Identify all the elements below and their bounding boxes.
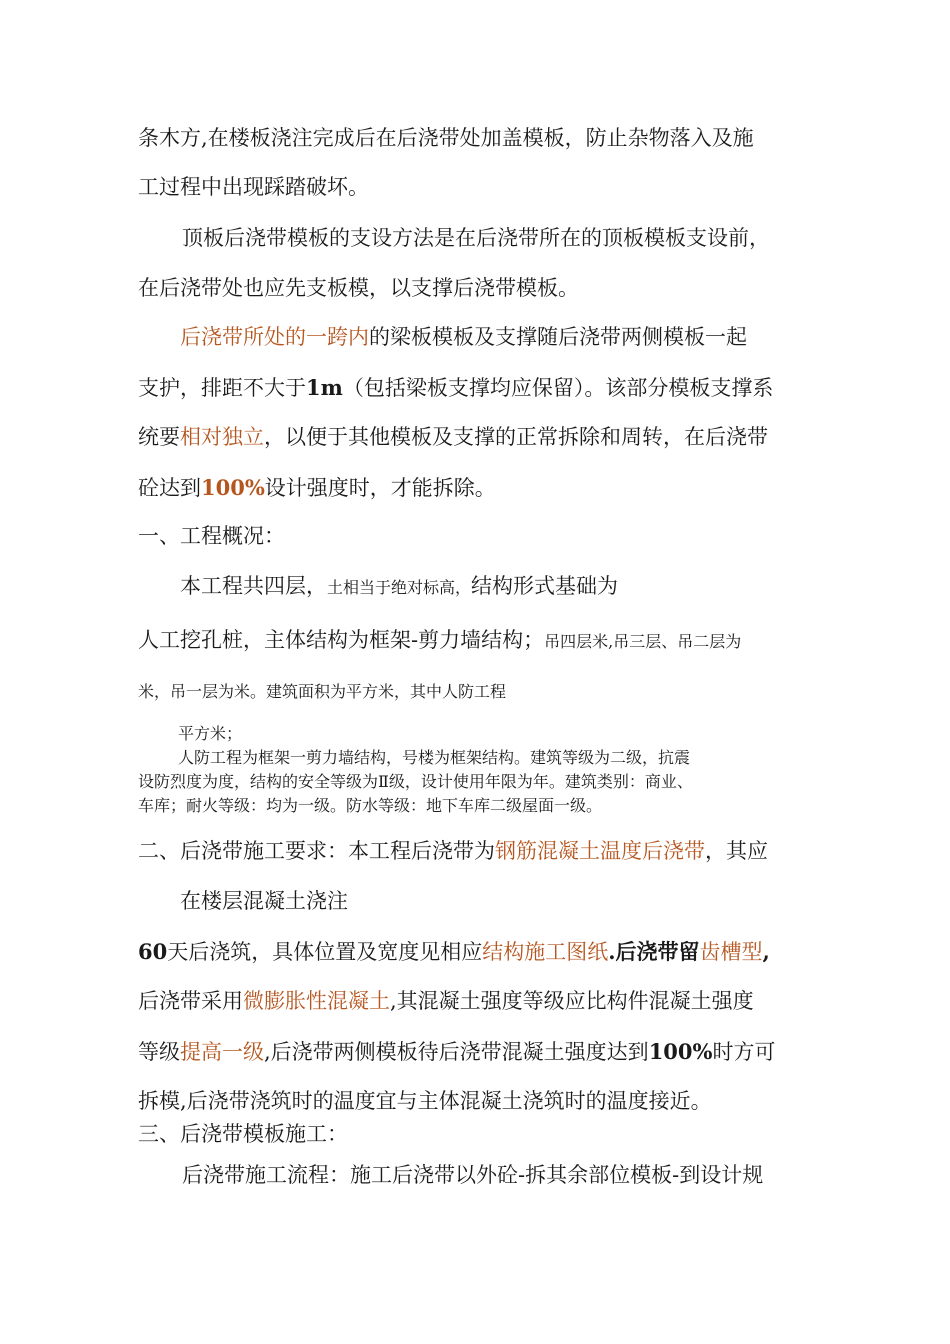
body-text: ,后浇带两侧模板待后浇带混凝土强度达到 <box>264 1040 649 1064</box>
body-text: 人工挖孔桩，主体结构为框架-剪力墙结构； <box>138 628 545 652</box>
highlight-text: 提高一级 <box>180 1040 264 1064</box>
section-1-line-5: 人防工程为框架一剪力墙结构，号楼为框架结构。建筑等级为二级，抗震 <box>178 748 691 767</box>
body-text: （包括梁板支撑均应保留）。该部分模板支撑系 <box>342 376 774 400</box>
paragraph-3-line-2 <box>138 377 773 399</box>
section-2-line-5 <box>138 1041 775 1063</box>
body-text: , <box>762 939 770 964</box>
paragraph-1-line-1: 条木方,在楼板浇注完成后在后浇带处加盖模板，防止杂物落入及施 <box>138 126 754 150</box>
highlight-text: 结构施工图纸 <box>482 940 609 964</box>
body-text: .后浇带留 <box>608 939 700 964</box>
paragraph-3-line-4 <box>138 477 496 499</box>
section-1-line-7: 车库；耐火等级：均为一级。防水等级：地下车库二级屋面一级。 <box>138 796 603 815</box>
paragraph-3-line-3 <box>138 427 768 448</box>
section-3-line-1: 后浇带施工流程：施工后浇带以外砼-拆其余部位模板-到设计规 <box>182 1163 764 1187</box>
body-text: 砼达到 <box>138 476 201 500</box>
body-text: 支护，排距不大于 <box>138 376 306 400</box>
body-text-small: 土相当于绝对标高， <box>327 578 472 597</box>
value-text: 60 <box>138 939 168 964</box>
section-2-line-6: 拆模,后浇带浇筑时的温度宜与主体混凝土浇筑时的温度接近。 <box>138 1089 712 1113</box>
highlight-text: 钢筋混凝土温度后浇带 <box>495 839 705 863</box>
body-text: 统要 <box>138 425 180 449</box>
body-text: 结构形式基础为 <box>471 574 619 598</box>
paragraph-2-line-1: 顶板后浇带模板的支设方法是在后浇带所在的顶板模板支设前， <box>182 226 770 250</box>
body-text: 的梁板模板及支撑随后浇带两侧模板一起 <box>369 325 747 349</box>
highlight-value: 100% <box>201 475 265 500</box>
body-text: 二、后浇带施工要求：本工程后浇带为 <box>138 839 495 863</box>
section-1-line-1 <box>180 576 618 597</box>
paragraph-1-line-2: 工过程中出现踩踏破坏。 <box>138 175 369 199</box>
value-text: 1m <box>306 375 343 400</box>
paragraph-2-line-2: 在后浇带处也应先支板模，以支撑后浇带模板。 <box>138 276 579 300</box>
body-text: 后浇带采用 <box>138 989 243 1013</box>
section-1-line-4: 平方米； <box>178 724 243 743</box>
section-1-heading: 一、工程概况： <box>138 524 285 548</box>
paragraph-3-line-1 <box>180 327 747 348</box>
highlight-text: 齿槽型 <box>699 940 763 964</box>
body-text: 本工程共四层， <box>180 574 327 598</box>
section-1-line-2 <box>138 630 741 651</box>
section-3-heading: 三、后浇带模板施工： <box>138 1122 348 1146</box>
section-2-line-3 <box>138 941 770 963</box>
body-text: 设计强度时，才能拆除。 <box>264 476 496 500</box>
body-text: ，以便于其他模板及支撑的正常拆除和周转，在后浇带 <box>264 425 768 449</box>
highlight-text: 相对独立 <box>180 425 264 449</box>
section-1-line-6: 设防烈度为度，结构的安全等级为Ⅱ级，设计使用年限为年。建筑类别：商业、 <box>138 772 693 791</box>
body-text: 天后浇筑，具体位置及宽度见相应 <box>167 940 483 964</box>
body-text: ，其应 <box>705 839 768 863</box>
section-2-line-4 <box>138 991 754 1012</box>
value-text: 100% <box>648 1039 713 1064</box>
body-text-small: 吊四层米,吊三层、吊二层为 <box>544 632 742 651</box>
body-text: 时方可 <box>712 1040 776 1064</box>
highlight-text: 微膨胀性混凝土 <box>243 989 390 1013</box>
body-text: 等级 <box>138 1040 180 1064</box>
section-2-line-2: 在楼层混凝土浇注 <box>180 889 348 913</box>
section-2-line-1 <box>138 841 768 862</box>
body-text: ,其混凝土强度等级应比构件混凝土强度 <box>390 989 754 1013</box>
highlight-text: 后浇带所处的一跨内 <box>180 325 369 349</box>
section-1-line-3: 米，吊一层为米。建筑面积为平方米，其中人防工程 <box>138 682 507 701</box>
